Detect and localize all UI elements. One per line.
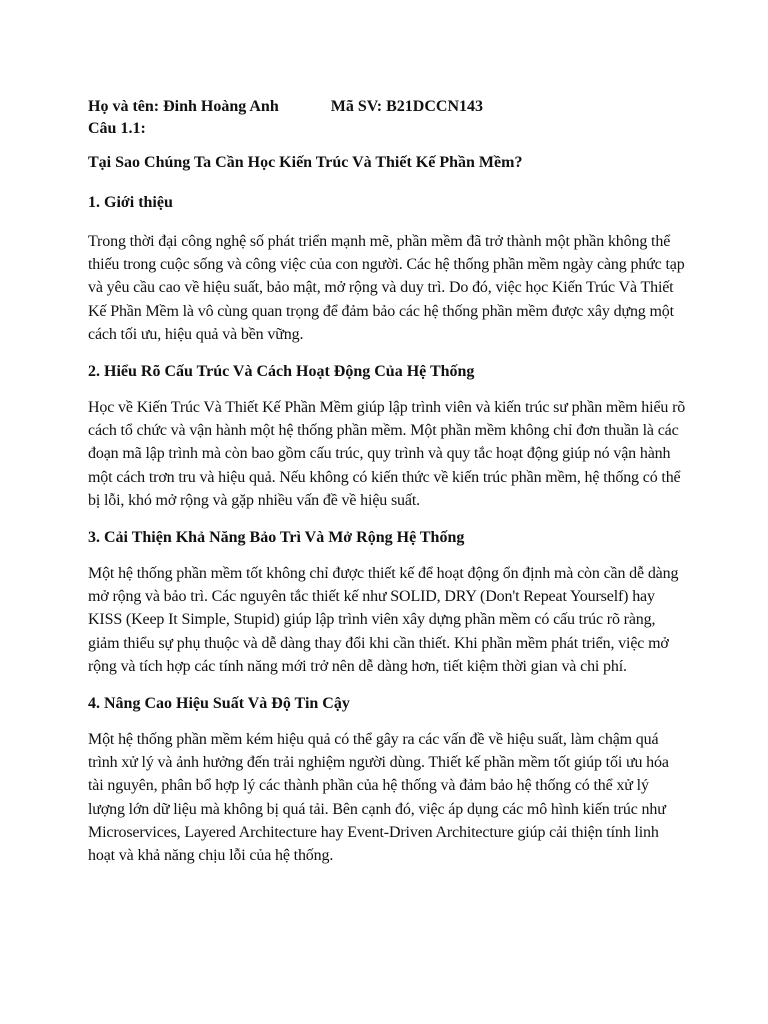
section-heading: 3. Cải Thiện Khả Năng Bảo Trì Và Mở Rộng Hệ Thống [88, 529, 465, 547]
question-label: Câu 1.1: [88, 120, 146, 137]
section-paragraph: Trong thời đại công nghệ số phát triển mạnh mẽ, phần mềm đã trở thành một phần không thể thiếu trong cuộc sống và công việc của con người. Các hệ thống phần mềm ngày càng phức tạp và yêu cầu cao về hiệu suất, bảo mật, mở rộng và duy trì. Do đó, việc học Kiến Trúc Và Thiết Kế Phần Mềm là vô cùng quan trọng để đảm bảo các hệ thống phần mềm được xây dựng một cách tối ưu, hiệu quả và bền vững. [88, 233, 685, 343]
section-heading: 4. Nâng Cao Hiệu Suất Và Độ Tin Cậy [88, 695, 350, 713]
section-paragraph: Học về Kiến Trúc Và Thiết Kế Phần Mềm giúp lập trình viên và kiến trúc sư phần mềm hiểu rõ cách tổ chức và vận hành một hệ thống phần mềm. Một phần mềm không chỉ đơn thuần là các đoạn mã lập trình mà còn bao gồm cấu trúc, quy trình và quy tắc hoạt động giúp nó vận hành một cách trơn tru và hiệu quả. Nếu không có kiến thức về kiến trúc phần mềm, hệ thống có thể bị lỗi, khó mở rộng và gặp nhiều vấn đề về hiệu suất. [88, 399, 686, 509]
document-page [88, 96, 688, 867]
student-info-line [88, 96, 688, 118]
section-paragraph: Một hệ thống phần mềm kém hiệu quả có thể gây ra các vấn đề về hiệu suất, làm chậm quá trình xử lý và ảnh hưởng đến trải nghiệm người dùng. Thiết kế phần mềm tốt giúp tối ưu hóa tài nguyên, phân bổ hợp lý các thành phần của hệ thống và đảm bảo hệ thống có thể xử lý lượng lớn dữ liệu mà không bị quá tải. Bên cạnh đó, việc áp dụng các mô hình kiến trúc như Microservices, Layered Architecture hay Event-Driven Architecture giúp cải thiện tính linh hoạt và khả năng chịu lỗi của hệ thống. [88, 731, 669, 865]
student-id: Mã SV: B21DCCN143 [330, 98, 484, 115]
section-maintainability [88, 527, 688, 678]
student-name: Họ và tên: Đinh Hoàng Anh [88, 98, 279, 115]
document-title: Tại Sao Chúng Ta Cần Học Kiến Trúc Và Thiết Kế Phần Mềm? [88, 154, 523, 171]
section-paragraph: Một hệ thống phần mềm tốt không chỉ được thiết kế để hoạt động ổn định mà còn cần dễ dàng mở rộng và bảo trì. Các nguyên tắc thiết kế như SOLID, DRY (Don't Repeat Yourself) hay KISS (Keep It Simple, Stupid) giúp lập trình viên xây dựng phần mềm có cấu trúc rõ ràng, giảm thiểu sự phụ thuộc và dễ dàng thay đổi khi cần thiết. Khi phần mềm phát triển, việc mở rộng và tích hợp các tính năng mới trở nên dễ dàng hơn, tiết kiệm thời gian và chi phí. [88, 565, 679, 675]
section-structure [88, 361, 688, 512]
section-performance [88, 693, 688, 867]
section-introduction [88, 192, 688, 346]
section-heading: 1. Giới thiệu [88, 194, 173, 211]
section-heading: 2. Hiểu Rõ Cấu Trúc Và Cách Hoạt Động Của Hệ Thống [88, 363, 475, 381]
